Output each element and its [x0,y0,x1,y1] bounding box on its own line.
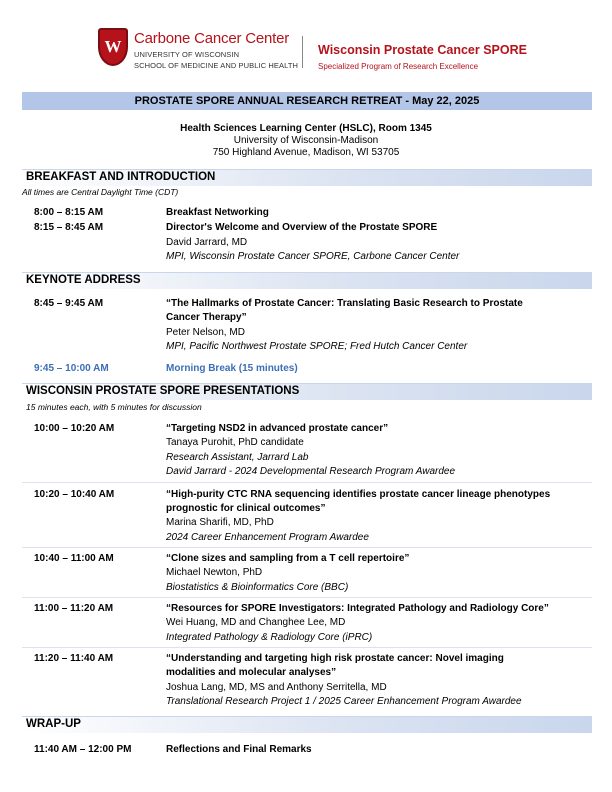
item-time: 11:20 – 11:40 AM [34,653,114,664]
item-time: 8:15 – 8:45 AM [34,222,104,233]
crest-icon [98,28,128,66]
row-divider [22,597,592,598]
item-time: 10:00 – 10:20 AM [34,423,115,434]
item-speaker: Tanaya Purohit, PhD candidate [166,437,304,448]
item-affiliation: Integrated Pathology & Radiology Core (iPRC) [166,632,373,643]
section-title: BREAKFAST AND INTRODUCTION [26,171,216,183]
section-title: WISCONSIN PROSTATE SPORE PRESENTATIONS [26,385,300,397]
section-wrapup [22,716,592,733]
item-time: 8:00 – 8:15 AM [34,207,104,218]
item-time: 11:40 AM – 12:00 PM [34,744,132,755]
presentations-note: 15 minutes each, with 5 minutes for discussion [26,402,202,412]
item-title-cont: prognostic for clinical outcomes” [166,503,326,514]
item-title: Reflections and Final Remarks [166,744,312,755]
item-title: “Resources for SPORE Investigators: Integrated Pathology and Radiology Core” [166,603,549,614]
row-divider [22,647,592,648]
item-affiliation: Biostatistics & Bioinformatics Core (BBC) [166,582,349,593]
title-bar [22,92,592,110]
item-affiliation: Research Assistant, Jarrard Lab [166,452,309,463]
section-breakfast [22,169,592,186]
spore-name: Wisconsin Prostate Cancer SPORE [318,43,527,57]
item-affiliation: David Jarrard - 2024 Developmental Research Program Awardee [166,466,456,477]
center-university: UNIVERSITY OF WISCONSIN [134,50,240,59]
center-school: SCHOOL OF MEDICINE AND PUBLIC HEALTH [134,61,299,70]
item-title: “The Hallmarks of Prostate Cancer: Translating Basic Research to Prostate [166,298,523,309]
item-speaker: Michael Newton, PhD [166,567,263,578]
item-title: Breakfast Networking [166,207,269,218]
item-affiliation: MPI, Wisconsin Prostate Cancer SPORE, Carbone Cancer Center [166,251,460,262]
header-divider [302,36,303,68]
item-title-cont: modalities and molecular analyses” [166,667,337,678]
item-time: 11:00 – 11:20 AM [34,603,114,614]
venue-room: Health Sciences Learning Center (HSLC), Room 1345 [180,123,432,134]
break-title: Morning Break (15 minutes) [166,363,298,374]
item-speaker: Wei Huang, MD and Changhee Lee, MD [166,617,346,628]
item-title: Director's Welcome and Overview of the Prostate SPORE [166,222,438,233]
section-title: WRAP-UP [26,718,81,730]
item-time: 10:40 – 11:00 AM [34,553,114,564]
section-presentations [22,383,592,400]
item-affiliation: 2024 Career Enhancement Program Awardee [166,532,369,543]
item-title: “Clone sizes and sampling from a T cell repertoire” [166,553,410,564]
item-speaker: Marina Sharifi, MD, PhD [166,517,274,528]
item-title: “High-purity CTC RNA sequencing identifies prostate cancer lineage phenotypes [166,489,551,500]
crest-letter: W [104,37,122,56]
item-title-cont: Cancer Therapy” [166,312,247,323]
timezone-note: All times are Central Daylight Time (CDT) [22,187,179,197]
item-title: “Understanding and targeting high risk prostate cancer: Novel imaging [166,653,504,664]
section-keynote [22,272,592,289]
section-title: KEYNOTE ADDRESS [26,274,141,286]
item-speaker: Joshua Lang, MD, MS and Anthony Serritella, MD [166,682,387,693]
spore-subtitle: Specialized Program of Research Excellence [318,62,479,71]
item-time: 8:45 – 9:45 AM [34,298,104,309]
item-affiliation: MPI, Pacific Northwest Prostate SPORE; Fred Hutch Cancer Center [166,341,468,352]
center-name: Carbone Cancer Center [134,30,290,47]
page-title: PROSTATE SPORE ANNUAL RESEARCH RETREAT - May 22, 2025 [134,95,480,107]
item-speaker: Peter Nelson, MD [166,327,245,338]
item-title: “Targeting NSD2 in advanced prostate cancer” [166,423,389,434]
row-divider [22,547,592,548]
venue-address: 750 Highland Avenue, Madison, WI 53705 [212,147,400,158]
item-affiliation: Translational Research Project 1 / 2025 Career Enhancement Program Awardee [166,696,522,707]
item-speaker: David Jarrard, MD [166,237,248,248]
row-divider [22,482,592,483]
venue-university: University of Wisconsin-Madison [233,135,379,146]
item-time: 10:20 – 10:40 AM [34,489,115,500]
uw-crest-logo [98,28,128,66]
break-time: 9:45 – 10:00 AM [34,363,109,374]
